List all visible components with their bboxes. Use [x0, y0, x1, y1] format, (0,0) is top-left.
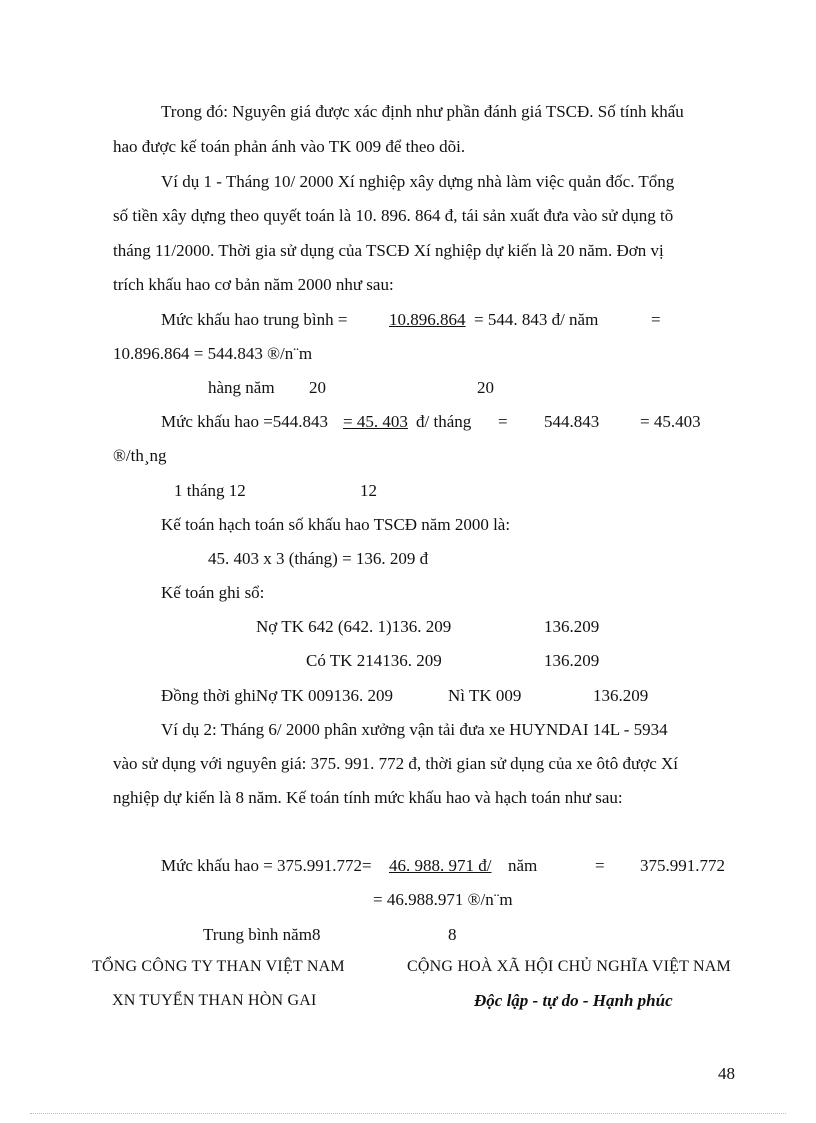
calc3-equals: = [595, 856, 605, 875]
para-line-1: Trong đó: Nguyên giá được xác định như phần đánh giá TSCĐ. Số tính khấu [161, 102, 684, 121]
page-divider [30, 1113, 786, 1114]
simultaneous-entry: Đồng thời ghiNợ TK 009136. 209 [161, 686, 394, 705]
calc1-result: = 544. 843 đ/ năm [474, 310, 599, 329]
page-number: 48 [718, 1064, 735, 1083]
national-title: CỘNG HOÀ XÃ HỘI CHỦ NGHĨA VIỆT NAM [407, 958, 731, 975]
calc2-label: Mức khấu hao =544.843 [161, 412, 329, 431]
example2-line-2: vào sử dụng với nguyên giá: 375. 991. 772 đ, thời gian sử dụng của xe ôtô được Xí [113, 754, 679, 773]
posting-formula: 45. 403 x 3 (tháng) = 136. 209 đ [208, 549, 429, 568]
calc3-line2: = 46.988.971 ®/n¨m [373, 890, 513, 909]
example2-line-3: nghiệp dự kiến là 8 năm. Kế toán tính mức khấu hao và hạch toán như sau: [113, 788, 623, 807]
calc3-label: Mức khấu hao = 375.991.772= [161, 856, 372, 875]
calc3-denominator-label: Trung bình năm8 [203, 925, 321, 944]
unit-name: XN TUYỂN THAN HÒN GAI [112, 992, 317, 1009]
calc1-denominator-label: hàng năm [208, 378, 275, 397]
company-name: TỔNG CÔNG TY THAN VIỆT NAM [92, 958, 345, 975]
off-balance-amount: 136.209 [593, 686, 649, 705]
posting-intro: Kế toán hạch toán số khấu hao TSCĐ năm 2000 là: [161, 515, 511, 534]
off-balance-account: Nì TK 009 [448, 686, 522, 705]
calc3-result: 46. 988. 971 đ/ [389, 856, 492, 875]
para-line-4: số tiền xây dựng theo quyết toán là 10. 896. 864 đ, tái sản xuất đưa vào sử dụng tõ [113, 206, 674, 225]
calc1-numerator: 10.896.864 [389, 310, 466, 329]
calc1-label: Mức khấu hao trung bình = [161, 310, 348, 329]
calc2-result: = 45. 403 [343, 412, 408, 431]
example2-line-1: Ví dụ 2: Tháng 6/ 2000 phân xưởng vận tải đưa xe HUYNDAI 14L - 5934 [161, 720, 668, 739]
national-motto: Độc lập - tự do - Hạnh phúc [474, 991, 673, 1010]
calc2-equals: = [498, 412, 508, 431]
calc3-denominator-2: 8 [448, 925, 457, 944]
calc3-unit: năm [508, 856, 538, 875]
calc2-line2: ®/th¸ng [113, 446, 167, 465]
calc1-line2: 10.896.864 = 544.843 ®/n¨m [113, 344, 313, 363]
credit-account: Có TK 214136. 209 [306, 651, 442, 670]
calc2-numerator: 544.843 [544, 412, 600, 431]
para-line-2: hao được kế toán phản ánh vào TK 009 để theo dõi. [113, 137, 466, 156]
debit-account: Nợ TK 642 (642. 1)136. 209 [256, 617, 452, 636]
calc2-denominator-2: 12 [360, 481, 377, 500]
calc1-denominator-2: 20 [477, 378, 494, 397]
calc2-unit: đ/ tháng [416, 412, 472, 431]
calc1-denominator-1: 20 [309, 378, 326, 397]
calc2-denominator-label: 1 tháng 12 [174, 481, 246, 500]
credit-amount: 136.209 [544, 651, 600, 670]
calc3-numerator: 375.991.772 [640, 856, 725, 875]
para-line-5: tháng 11/2000. Thời gia sử dụng của TSCĐ Xí nghiệp dự kiến là 20 năm. Đơn vị [113, 241, 664, 260]
debit-amount: 136.209 [544, 617, 600, 636]
posting-record: Kế toán ghi sổ: [161, 583, 265, 602]
para-line-6: trích khấu hao cơ bản năm 2000 như sau: [113, 275, 394, 294]
calc2-result-2: = 45.403 [640, 412, 701, 431]
para-line-3: Ví dụ 1 - Tháng 10/ 2000 Xí nghiệp xây dựng nhà làm việc quản đốc. Tổng [161, 172, 675, 191]
calc1-equals: = [651, 310, 661, 329]
